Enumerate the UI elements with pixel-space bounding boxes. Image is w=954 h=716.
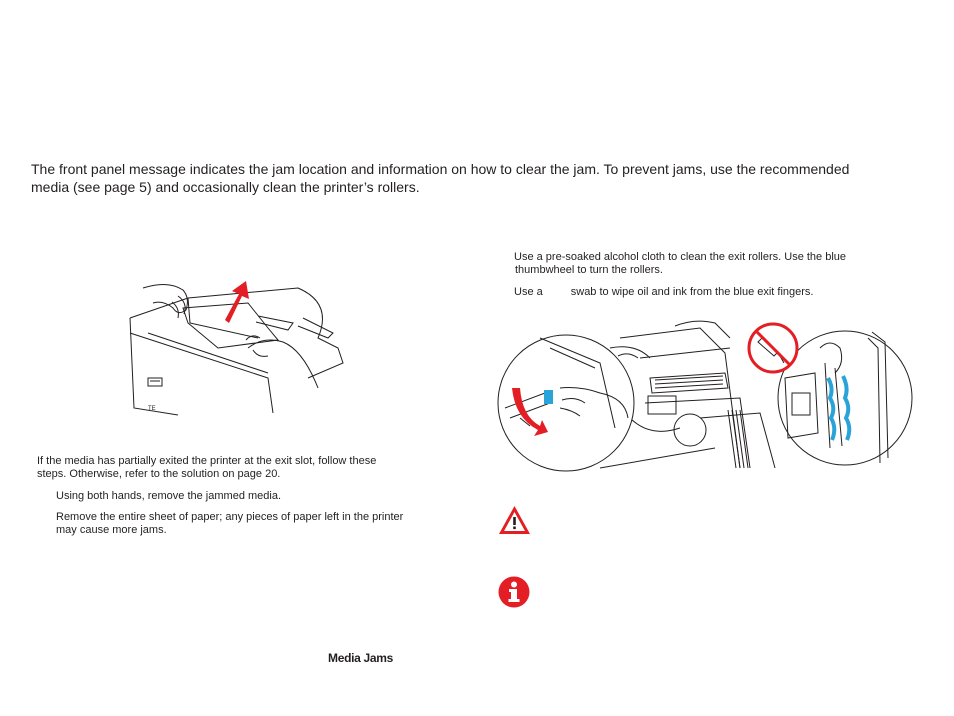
exit-slot-line-2: steps. Otherwise, refer to the solution on page 20.	[37, 468, 281, 480]
caution-triangle-icon	[498, 505, 531, 535]
exit-slot-line-1: If the media has partially exited the printer at the exit slot, follow these	[37, 455, 377, 467]
pull-up-arrow	[225, 281, 249, 323]
blue-thumbwheel	[544, 390, 553, 404]
right-step-2-part-b: swab to wipe oil and ink from the blue exit fingers.	[570, 286, 814, 298]
roller-cleaning-illustration	[500, 318, 915, 473]
intro-paragraph	[31, 160, 931, 196]
left-step-2	[56, 511, 456, 537]
left-step-2-line-2: may cause more jams.	[56, 524, 167, 536]
right-step-2	[514, 286, 914, 299]
intro-line-1: The front panel message indicates the jam location and information on how to clear the jam. To prevent jams, use the recommended	[31, 161, 850, 177]
intro-line-2: media (see page 5) and occasionally clean the printer’s rollers.	[31, 179, 420, 195]
left-step-2-line-1: Remove the entire sheet of paper; any pieces of paper left in the printer	[56, 511, 404, 523]
right-step-1	[514, 251, 914, 277]
figure-label: TE	[148, 406, 156, 412]
right-step-1-line-1: Use a pre-soaked alcohol cloth to clean the exit rollers. Use the blue	[514, 251, 847, 263]
exit-slot-instructions	[37, 455, 447, 481]
right-step-1-line-2: thumbwheel to turn the rollers.	[515, 264, 663, 276]
jammed-media-removal-illustration	[128, 278, 358, 418]
left-step-1: Using both hands, remove the jammed media.	[56, 490, 282, 502]
page-footer-title: Media Jams	[328, 651, 394, 665]
info-icon	[498, 576, 530, 608]
no-oil-prohibited-icon	[749, 324, 797, 372]
right-step-2-part-a: Use a	[514, 286, 543, 298]
